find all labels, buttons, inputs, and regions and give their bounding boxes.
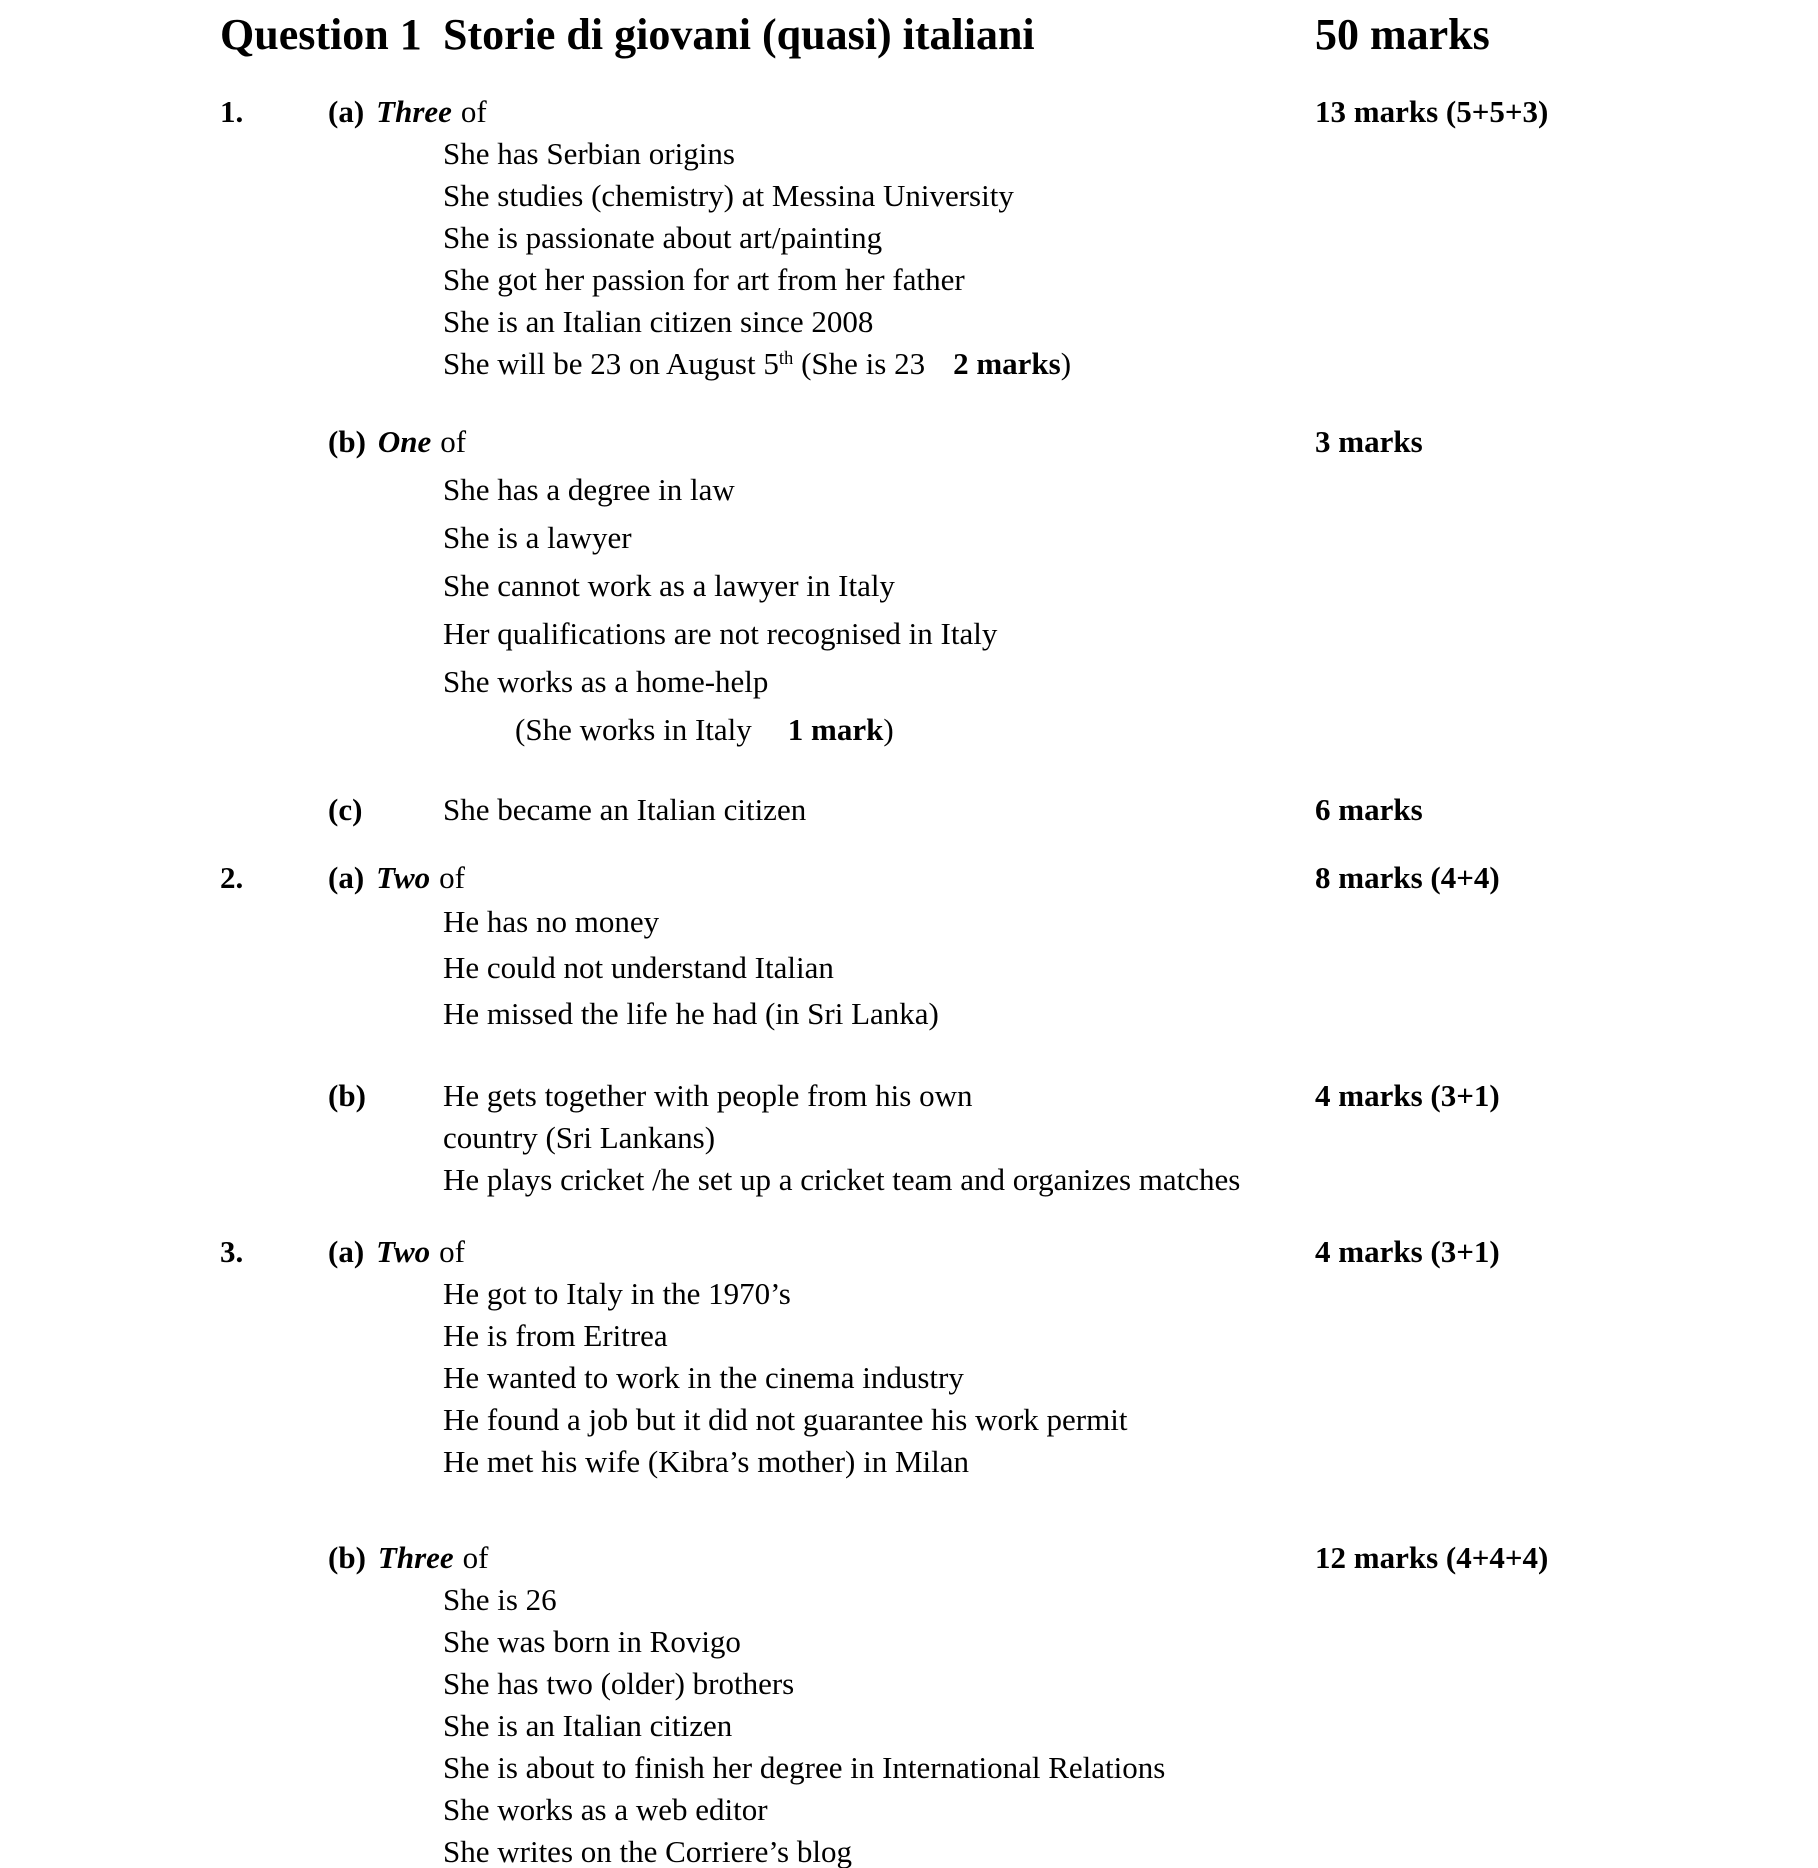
answer-text: ) [883,712,894,747]
answer-item: He found a job but it did not guarantee his work permit [443,1402,1128,1437]
answer-row [220,466,1818,514]
answer-row [220,1441,1818,1483]
question-number: 1. [220,94,244,129]
answer-row [220,945,1818,991]
answer-item: She has a degree in law [443,472,735,507]
answer-text: (She is 23 [793,346,926,381]
answer-row [220,301,1818,343]
answer-item: She is a lawyer [443,520,632,555]
answer-row [220,175,1818,217]
part-header-1c [220,789,1818,831]
answer-item: She studies (chemistry) at Messina University [443,178,1014,213]
question-number: 2. [220,860,244,895]
answer-row [220,1159,1818,1201]
answer-item: She is about to finish her degree in International Relations [443,1750,1166,1785]
answer-row [220,658,1818,706]
question-number: 3. [220,1234,244,1269]
answer-item: He missed the life he had (in Sri Lanka) [443,996,939,1031]
part-marks: 12 marks (4+4+4) [1315,1540,1549,1575]
ordinal-superscript: th [778,347,794,369]
part-label: (a) [328,94,365,129]
answer-item: She is 26 [443,1582,557,1617]
answer-row [220,343,1818,390]
question-number-heading: Question 1 [220,10,422,59]
answer-item: He plays cricket /he set up a cricket team and organizes matches [443,1162,1241,1197]
answer-item: She got her passion for art from her father [443,262,965,297]
inline-marks: 2 marks [953,346,1061,381]
part-marks: 3 marks [1315,424,1423,459]
answer-text: ) [1060,346,1072,381]
part-header-1a [220,91,1818,133]
answer-row [220,562,1818,610]
answer-row [220,1621,1818,1663]
answer-row [220,1579,1818,1621]
part-header-text [328,418,1315,466]
answer-item: She has Serbian origins [443,136,735,171]
total-marks: 50 marks [1315,10,1490,59]
part-qualifier: Three [376,94,452,129]
answer-item: She cannot work as a lawyer in Italy [443,568,895,603]
answer-row [220,217,1818,259]
part-marks: 8 marks (4+4) [1315,860,1500,895]
part-header-3a [220,1231,1818,1273]
answer-row [220,1705,1818,1747]
answer-row [220,991,1818,1037]
answer-row [220,514,1818,562]
answer-item: She works as a web editor [443,1792,768,1827]
part-qualifier-suffix: of [439,860,465,895]
answer-item: He gets together with people from his own [443,1078,973,1113]
answer-item: She was born in Rovigo [443,1624,741,1659]
part-marks: 6 marks [1315,792,1423,827]
answer-item: She is an Italian citizen since 2008 [443,304,874,339]
part-label: (a) [328,1234,365,1269]
document-header [220,7,1818,63]
answer-text: (She works in Italy [515,712,752,747]
answer-row [220,1789,1818,1831]
answer-item-composite [443,343,1818,390]
answer-item: He wanted to work in the cinema industry [443,1360,964,1395]
question-title: Storie di giovani (quasi) italiani [443,10,1035,59]
answer-row [220,1399,1818,1441]
part-header-1b [220,418,1818,466]
answer-row [220,899,1818,945]
answer-item: He has no money [443,904,660,939]
answer-text: She will be 23 on August 5 [443,346,779,381]
answer-item: She became an Italian citizen [443,792,807,827]
part-marks: 13 marks (5+5+3) [1315,94,1549,129]
answer-item: He got to Italy in the 1970’s [443,1276,791,1311]
part-header-text [328,1231,1315,1273]
part-header-text [328,857,1315,899]
part-label: (b) [328,1540,366,1575]
answer-row [220,1273,1818,1315]
answer-item: He could not understand Italian [443,950,834,985]
part-header-2a [220,857,1818,899]
part-header-2b [220,1075,1818,1117]
answer-row [220,610,1818,658]
part-qualifier-suffix: of [460,94,487,129]
answer-item: She is an Italian citizen [443,1708,733,1743]
part-label: (c) [328,792,363,827]
answer-row [220,133,1818,175]
part-qualifier-suffix: of [462,1540,489,1575]
answer-row [220,1831,1818,1868]
part-header-text [328,91,1315,133]
inline-marks: 1 mark [787,712,884,747]
part-qualifier: One [377,424,432,459]
answer-row [220,1315,1818,1357]
part-header-3b [220,1537,1818,1579]
answer-item: She has two (older) brothers [443,1666,795,1701]
answer-item: She writes on the Corriere’s blog [443,1834,852,1868]
part-marks: 4 marks (3+1) [1315,1234,1500,1269]
part-label: (b) [328,1078,366,1113]
part-qualifier: Two [376,860,431,895]
answer-row [220,706,1818,754]
part-qualifier: Three [377,1540,454,1575]
part-marks: 4 marks (3+1) [1315,1078,1500,1113]
answer-row [220,259,1818,301]
answer-item-composite [443,706,1818,754]
answer-item: Her qualifications are not recognised in Italy [443,616,998,651]
part-qualifier-suffix: of [439,1234,465,1269]
answer-row [220,1747,1818,1789]
part-qualifier: Two [376,1234,431,1269]
part-label: (a) [328,860,365,895]
answer-item: He met his wife (Kibra’s mother) in Milan [443,1444,970,1479]
answer-row [220,1117,1818,1159]
answer-item: country (Sri Lankans) [443,1120,716,1155]
part-header-text [328,1537,1315,1579]
answer-item: She is passionate about art/painting [443,220,883,255]
answer-item: He is from Eritrea [443,1318,668,1353]
part-qualifier-suffix: of [440,424,467,459]
answer-row [220,1663,1818,1705]
answer-row [220,1357,1818,1399]
part-label: (b) [328,424,366,459]
answer-item: She works as a home-help [443,664,769,699]
